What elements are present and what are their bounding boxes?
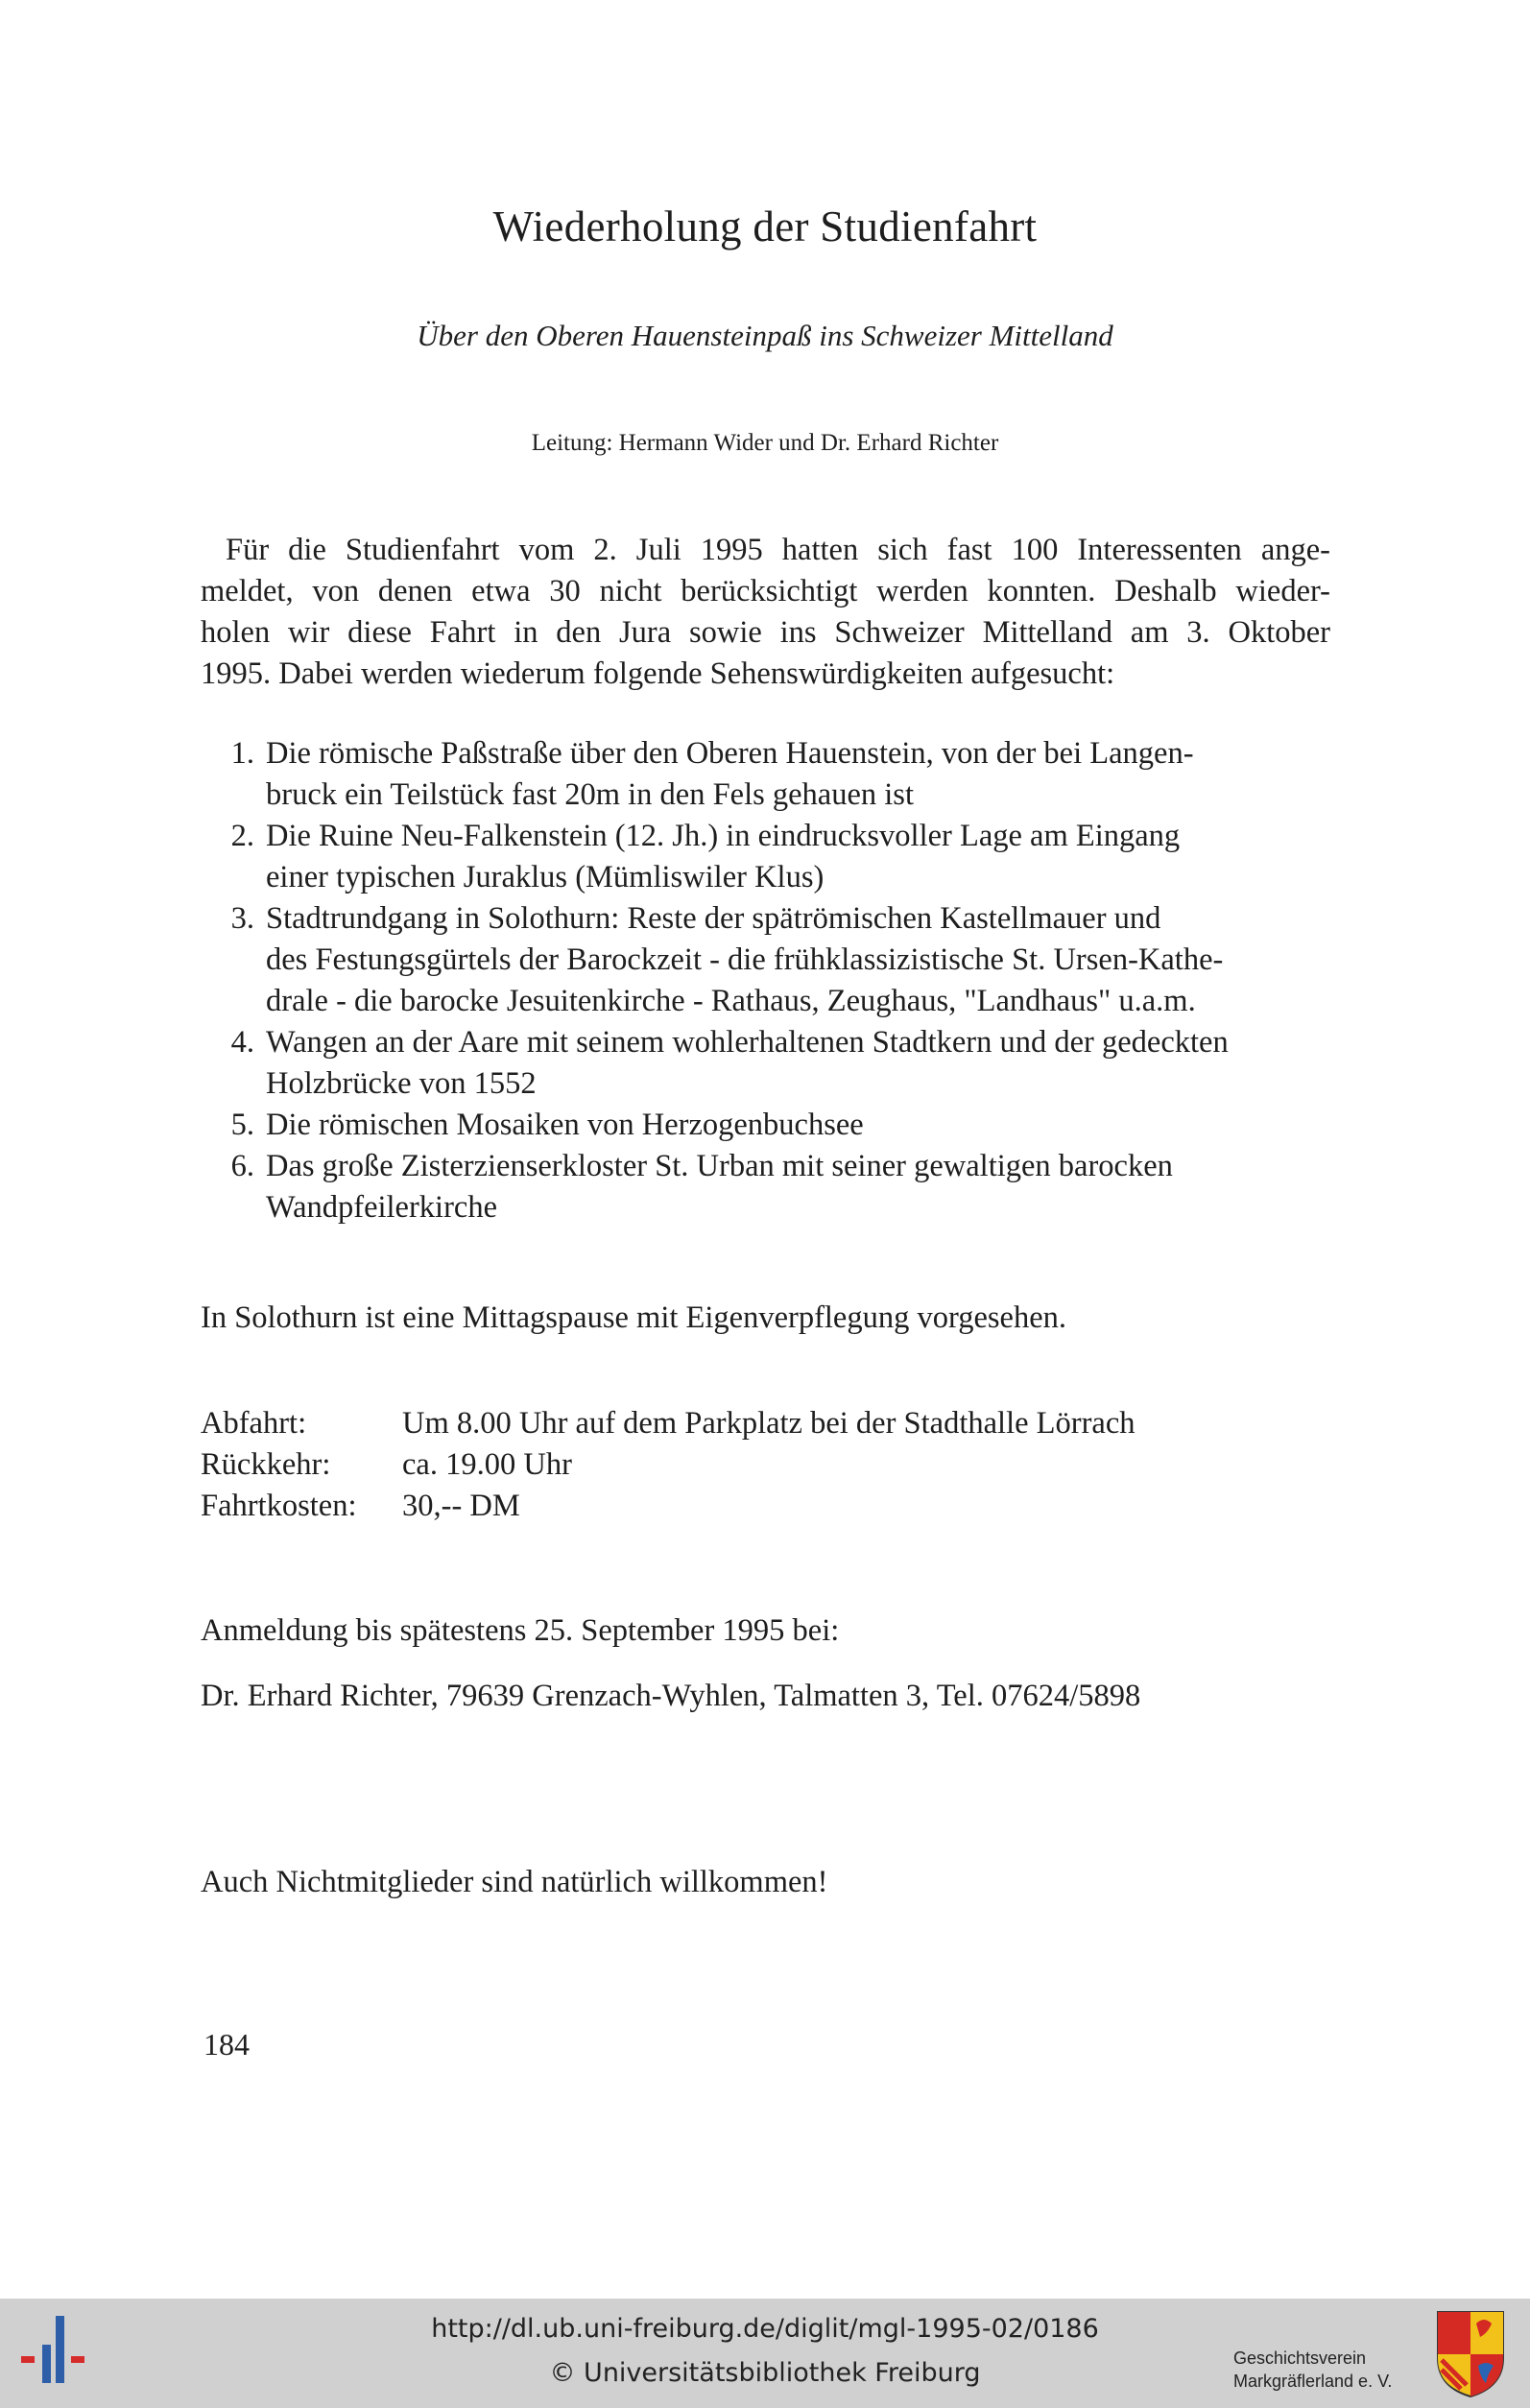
info-label: Abfahrt: <box>201 1406 307 1441</box>
list-item <box>201 1105 1330 1146</box>
info-value: 30,-- DM <box>402 1489 520 1523</box>
list-item <box>201 733 1330 816</box>
list-item <box>201 816 1330 898</box>
leitung-line: Leitung: Hermann Wider und Dr. Erhard Richter <box>531 430 999 456</box>
lunch-break-note: In Solothurn ist eine Mittagspause mit Eigenverpflegung vorgesehen. <box>201 1300 1067 1335</box>
info-value: Um 8.00 Uhr auf dem Parkplatz bei der Stadthalle Lörrach <box>402 1406 1136 1441</box>
intro-line: Für die Studienfahrt vom 2. Juli 1995 hatten sich fast 100 Interessenten ange- <box>226 533 1330 567</box>
list-number: 1. <box>230 736 254 771</box>
list-line: Wangen an der Aare mit seinem wohlerhaltenen Stadtkern und der gedeckten <box>266 1025 1229 1060</box>
list-line: Die römischen Mosaiken von Herzogenbuchsee <box>266 1108 864 1142</box>
society-name <box>1233 2347 1392 2393</box>
sights-list <box>201 733 1330 1228</box>
copyright-text: © Universitätsbibliothek Freiburg <box>549 2358 981 2388</box>
welcome-note: Auch Nichtmitglieder sind natürlich willkommen! <box>201 1865 828 1899</box>
info-row <box>201 1486 1136 1527</box>
info-label: Rückkehr: <box>201 1447 331 1482</box>
viewer-footer <box>0 2299 1530 2408</box>
list-line: drale - die barocke Jesuitenkirche - Rathaus, Zeughaus, "Landhaus" u.a.m. <box>266 984 1196 1018</box>
intro-line: 1995. Dabei werden wiederum folgende Sehenswürdigkeiten aufgesucht: <box>201 656 1115 691</box>
intro-paragraph <box>201 530 1330 695</box>
trip-info-table <box>201 1403 1136 1527</box>
page-title: Wiederholung der Studienfahrt <box>492 203 1038 250</box>
contact-address: Dr. Erhard Richter, 79639 Grenzach-Wyhlen, Talmatten 3, Tel. 07624/5898 <box>201 1679 1141 1713</box>
list-line: Die römische Paßstraße über den Oberen Hauenstein, von der bei Langen- <box>266 736 1194 771</box>
list-line: bruck ein Teilstück fast 20m in den Fels gehauen ist <box>266 777 914 812</box>
coat-of-arms-icon <box>1436 2310 1505 2398</box>
society-name-line: Markgräflerland e. V. <box>1233 2372 1393 2391</box>
list-line: Holzbrücke von 1552 <box>266 1066 537 1101</box>
info-row <box>201 1444 1136 1486</box>
list-number: 5. <box>230 1108 254 1142</box>
intro-line: holen wir diese Fahrt in den Jura sowie ins Schweizer Mittelland am 3. Oktober <box>201 615 1330 650</box>
list-line: einer typischen Juraklus (Mümliswiler Klus) <box>266 860 825 894</box>
list-number: 4. <box>230 1025 254 1060</box>
list-item <box>201 898 1330 1022</box>
list-line: Wandpfeilerkirche <box>266 1190 498 1225</box>
document-url-link[interactable]: http://dl.ub.uni-freiburg.de/diglit/mgl-1995-02/0186 <box>431 2314 1099 2344</box>
list-number: 6. <box>230 1149 254 1183</box>
list-line: Die Ruine Neu-Falkenstein (12. Jh.) in eindrucksvoller Lage am Eingang <box>266 819 1181 853</box>
list-item <box>201 1146 1330 1228</box>
info-value: ca. 19.00 Uhr <box>402 1447 572 1482</box>
list-line: Das große Zisterzienserkloster St. Urban mit seiner gewaltigen barocken <box>266 1149 1173 1183</box>
list-item <box>201 1022 1330 1105</box>
intro-line: meldet, von denen etwa 30 nicht berücksichtigt werden konnten. Deshalb wieder- <box>201 574 1330 608</box>
list-line: des Festungsgürtels der Barockzeit - die frühklassizistische St. Ursen-Kathe- <box>266 942 1224 977</box>
list-number: 3. <box>230 901 254 936</box>
info-row <box>201 1403 1136 1444</box>
list-number: 2. <box>230 819 254 853</box>
page-subtitle: Über den Oberen Hauensteinpaß ins Schweizer Mittelland <box>417 319 1113 352</box>
page-number: 184 <box>203 2027 250 2062</box>
info-label: Fahrtkosten: <box>201 1489 357 1523</box>
list-line: Stadtrundgang in Solothurn: Reste der spätrömischen Kastellmauer und <box>266 901 1161 936</box>
registration-deadline: Anmeldung bis spätestens 25. September 1995 bei: <box>201 1613 840 1648</box>
society-name-line: Geschichtsverein <box>1233 2348 1367 2368</box>
